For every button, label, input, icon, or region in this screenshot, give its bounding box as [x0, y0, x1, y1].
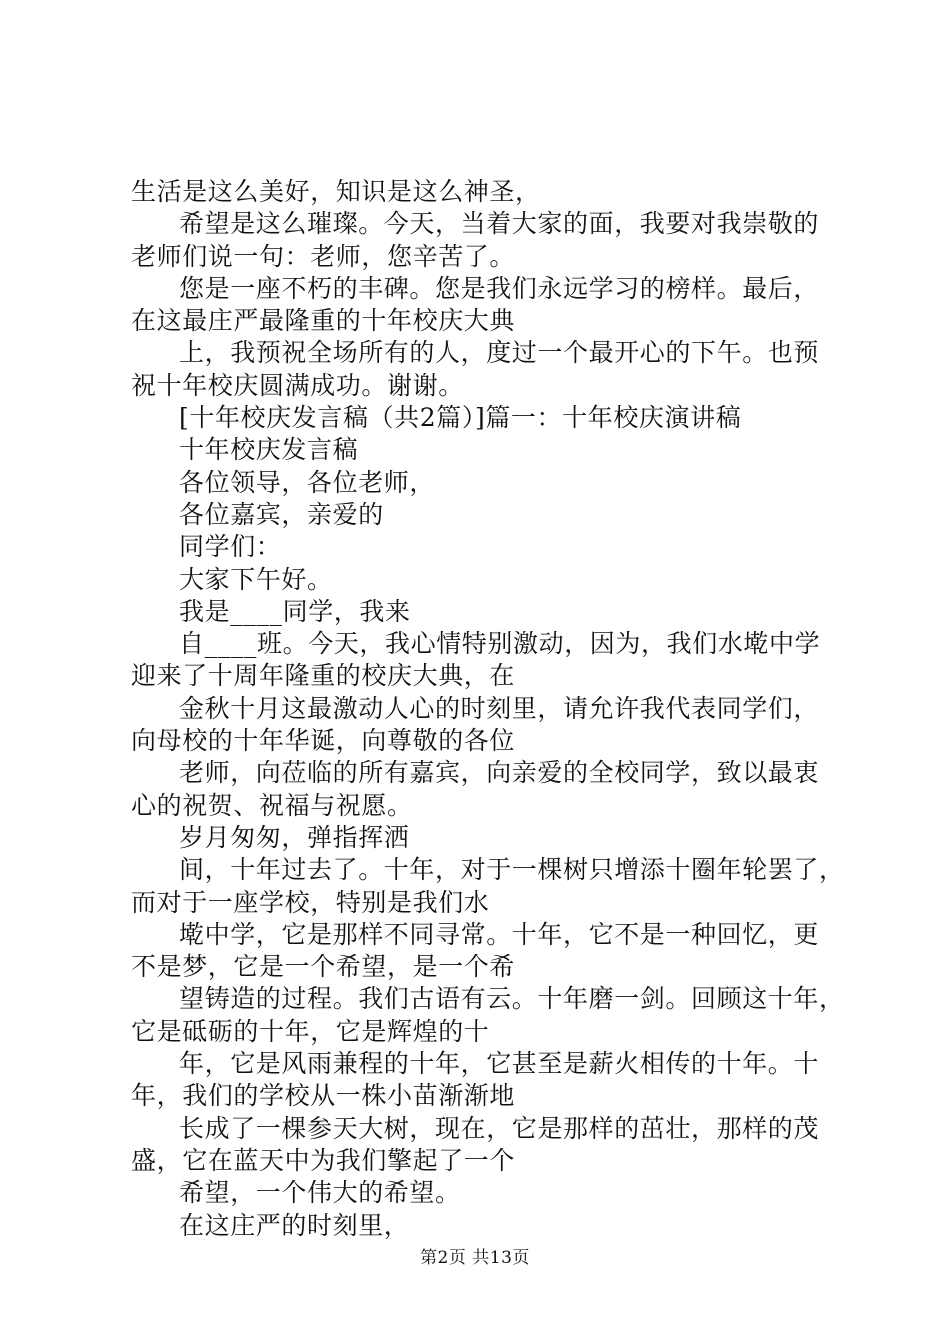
text-line: 望铸造的过程。我们古语有云。十年磨一剑。回顾这十年，	[179, 984, 845, 1014]
text-line: 年，我们的学校从一株小苗渐渐地	[131, 1081, 516, 1111]
text-line: 生活是这么美好，知识是这么神圣，	[131, 177, 541, 206]
text-line: 岁月匆匆，弹指挥洒	[179, 822, 410, 852]
text-line: 我是____同学，我来	[179, 596, 411, 626]
document-body	[131, 176, 851, 1242]
text-line: 它是砥砺的十年，它是辉煌的十	[131, 1016, 490, 1046]
text-line: 大家下午好。	[179, 564, 333, 594]
text-line: 希望是这么璀璨。今天，当着大家的面，我要对我崇敬的	[179, 209, 820, 239]
text-line: [十年校庆发言稿（共2篇）]篇一：十年校庆演讲稿	[179, 403, 742, 433]
text-line: 墘中学，它是那样不同寻常。十年，它不是一种回忆，更	[179, 919, 820, 949]
text-line: 长成了一棵参天大树，现在，它是那样的茁壮，那样的茂	[179, 1113, 820, 1143]
text-line: 在这庄严的时刻里，	[179, 1210, 410, 1240]
text-line: 向母校的十年华诞，向尊敬的各位	[131, 726, 516, 756]
text-line: 年，它是风雨兼程的十年，它甚至是薪火相传的十年。十	[179, 1049, 820, 1079]
text-line: 自____班。今天，我心情特别激动，因为，我们水墘中学	[179, 629, 821, 659]
text-line: 同学们：	[179, 532, 282, 562]
text-line: 祝十年校庆圆满成功。谢谢。	[131, 370, 464, 400]
text-line: 老师，向莅临的所有嘉宾，向亲爱的全校同学，致以最衷	[179, 758, 820, 788]
text-line: 心的祝贺、祝福与祝愿。	[131, 790, 413, 820]
text-line: 间，十年过去了。十年，对于一棵树只增添十圈年轮罢了，	[179, 855, 845, 885]
text-line: 金秋十月这最激动人心的时刻里，请允许我代表同学们，	[179, 693, 820, 723]
text-line: 在这最庄严最隆重的十年校庆大典	[131, 306, 516, 336]
text-line: 希望，一个伟大的希望。	[179, 1178, 461, 1208]
text-line: 迎来了十周年隆重的校庆大典，在	[131, 661, 516, 691]
text-line: 各位嘉宾，亲爱的	[179, 499, 384, 529]
text-line: 各位领导，各位老师，	[179, 467, 436, 497]
text-line: 盛，它在蓝天中为我们擎起了一个	[131, 1145, 516, 1175]
text-line: 老师们说一句：老师，您辛苦了。	[131, 241, 516, 271]
text-line: 不是梦，它是一个希望，是一个希	[131, 952, 516, 982]
text-line: 您是一座不朽的丰碑。您是我们永远学习的榜样。最后，	[179, 273, 820, 303]
page-footer: 第2页 共13页	[420, 1248, 530, 1268]
text-line: 十年校庆发言稿	[179, 435, 359, 465]
text-line: 而对于一座学校，特别是我们水	[131, 887, 490, 917]
text-line: 上，我预祝全场所有的人，度过一个最开心的下午。也预	[179, 338, 820, 368]
